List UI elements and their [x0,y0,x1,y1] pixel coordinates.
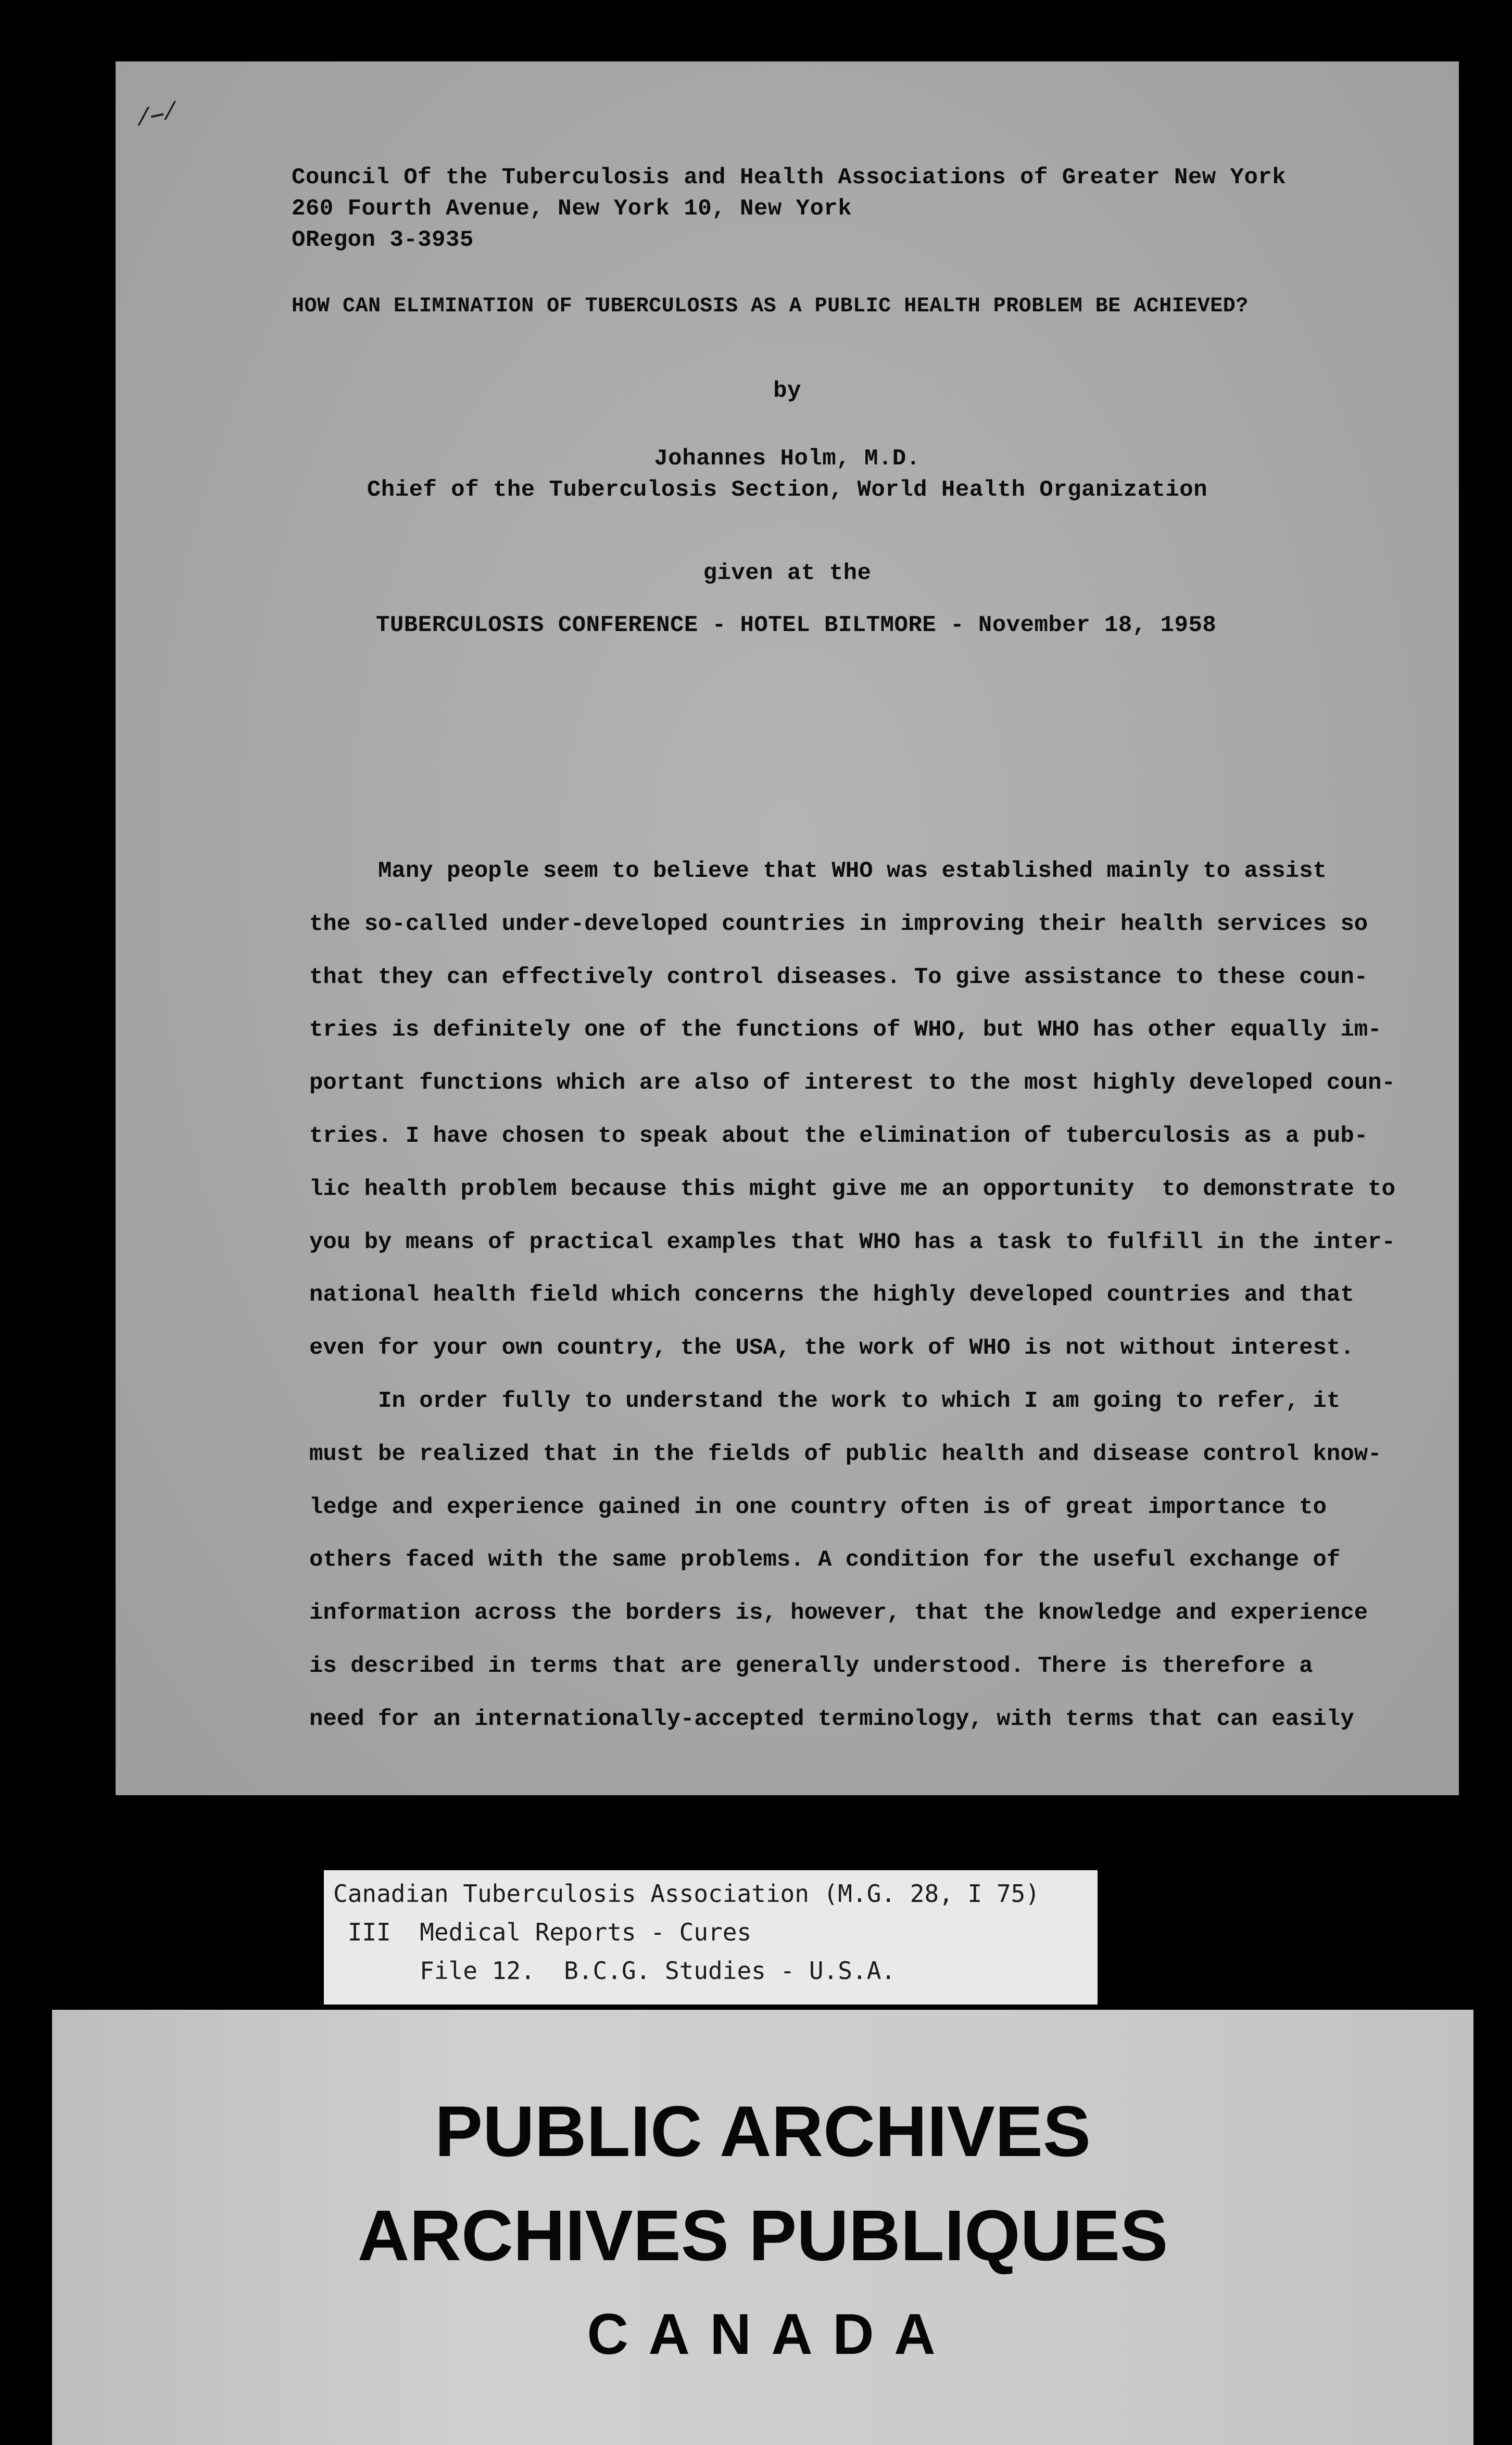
body-line: ledge and experience gained in one country often is of great importance to [309,1494,1327,1520]
body-line: must be realized that in the fields of public health and disease control know- [309,1441,1382,1467]
body-line: tries is definitely one of the functions of WHO, but WHO has other equally im- [309,1017,1382,1043]
body-line: even for your own country, the USA, the work of WHO is not without interest. [309,1335,1354,1362]
catalog-collection: Canadian Tuberculosis Association (M.G. 28, I 75) [333,1880,1040,1908]
body-line: that they can effectively control diseases. To give assistance to these coun- [309,964,1368,990]
body-text [309,845,1455,1746]
banner-public-archives: PUBLIC ARCHIVES [435,2091,1091,2172]
typed-document-page [116,61,1459,1795]
author-name: Johannes Holm, M.D. [654,446,921,472]
catalog-file: File 12. B.C.G. Studies - U.S.A. [333,1957,896,1985]
banner-canada: C A N A D A [587,2302,939,2366]
author-title: Chief of the Tuberculosis Section, World Health Organization [367,477,1208,503]
body-line: lic health problem because this might give me an opportunity to demonstrate to [309,1176,1395,1202]
by-line: by [773,378,801,404]
catalog-label [324,1870,1098,2005]
body-line: Many people seem to believe that WHO was established mainly to assist [309,858,1327,884]
header-organization: Council Of the Tuberculosis and Health Associations of Greater New York [292,165,1287,191]
body-line: is described in terms that are generally understood. There is therefore a [309,1653,1313,1679]
catalog-series: III Medical Reports - Cures [333,1918,752,1946]
body-line: portant functions which are also of interest to the most highly developed coun- [309,1070,1395,1097]
event-line: TUBERCULOSIS CONFERENCE - HOTEL BILTMORE - November 18, 1958 [376,612,1217,638]
document-title: HOW CAN ELIMINATION OF TUBERCULOSIS AS A PUBLIC HEALTH PROBLEM BE ACHIEVED? [292,295,1249,318]
body-line: In order fully to understand the work to which I am going to refer, it [309,1388,1341,1414]
body-line: others faced with the same problems. A condition for the useful exchange of [309,1547,1341,1573]
body-line: national health field which concerns the highly developed countries and that [309,1282,1354,1308]
given-at-line: given at the [703,560,872,586]
header-address: 260 Fourth Avenue, New York 10, New York [292,196,852,222]
body-line: information across the borders is, however, that the knowledge and experience [309,1600,1368,1627]
body-line: you by means of practical examples that WHO has a task to fulfill in the inter- [309,1229,1395,1255]
archives-banner [52,2010,1473,2445]
body-line: tries. I have chosen to speak about the elimination of tuberculosis as a pub- [309,1123,1368,1149]
banner-archives-publiques: ARCHIVES PUBLIQUES [357,2196,1168,2276]
header-phone: ORegon 3-3935 [292,227,474,253]
body-line: the so-called under-developed countries in improving their health services so [309,911,1368,937]
handwritten-mark: ⟋—⟋ [134,100,181,132]
body-line: need for an internationally-accepted terminology, with terms that can easily [309,1706,1354,1732]
